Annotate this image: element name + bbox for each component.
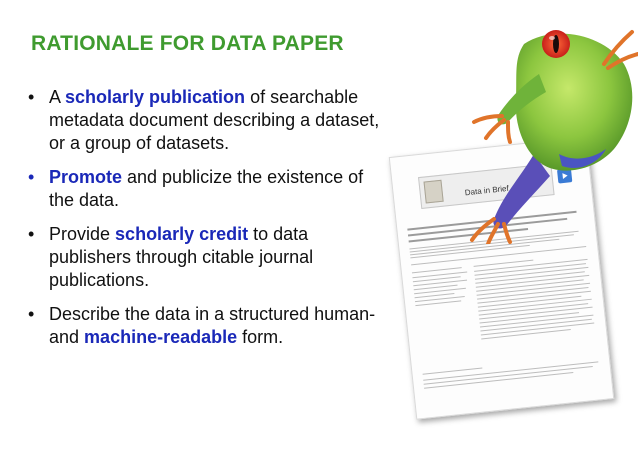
frog-eye-highlight <box>549 36 555 40</box>
bullet-text: form. <box>237 327 284 347</box>
bullet-text: of searchable metadata document describing a dataset, or a group of datasets. <box>49 87 380 153</box>
bullet-item <box>28 166 388 212</box>
paper-footer-line <box>424 366 593 385</box>
bullet-dot-icon: • <box>28 87 35 107</box>
bullet-text: A <box>49 87 66 107</box>
bullet-dot-icon: • <box>28 224 35 244</box>
tree-frog-image <box>464 4 638 244</box>
bullet-dot-icon: • <box>28 167 35 187</box>
bullet-highlight: scholarly publication <box>65 87 246 107</box>
frog-hind-leg <box>493 154 550 228</box>
bullet-item <box>28 86 388 155</box>
bullet-item <box>28 303 388 349</box>
bullet-text: and publicize the existence of the data. <box>49 167 364 210</box>
bullet-dot-icon: • <box>28 304 35 324</box>
bullet-text: Provide <box>49 224 116 244</box>
frog-fingers <box>474 116 510 142</box>
bullet-highlight: scholarly credit <box>115 224 249 244</box>
paper-journal-title: Data in Brief <box>464 183 510 198</box>
bullet-highlight: machine-readable <box>84 327 238 347</box>
frog-toes <box>472 219 510 244</box>
bullet-highlight: Promote <box>49 167 123 187</box>
slide-title: RATIONALE FOR DATA PAPER <box>31 32 344 55</box>
bullet-list <box>28 86 388 360</box>
bullet-text: to data publishers through citable journal publications. <box>49 224 314 290</box>
bullet-item <box>28 223 388 292</box>
bullet-text: Describe the data in a structured human- and <box>49 304 376 347</box>
frog-body <box>516 34 633 171</box>
